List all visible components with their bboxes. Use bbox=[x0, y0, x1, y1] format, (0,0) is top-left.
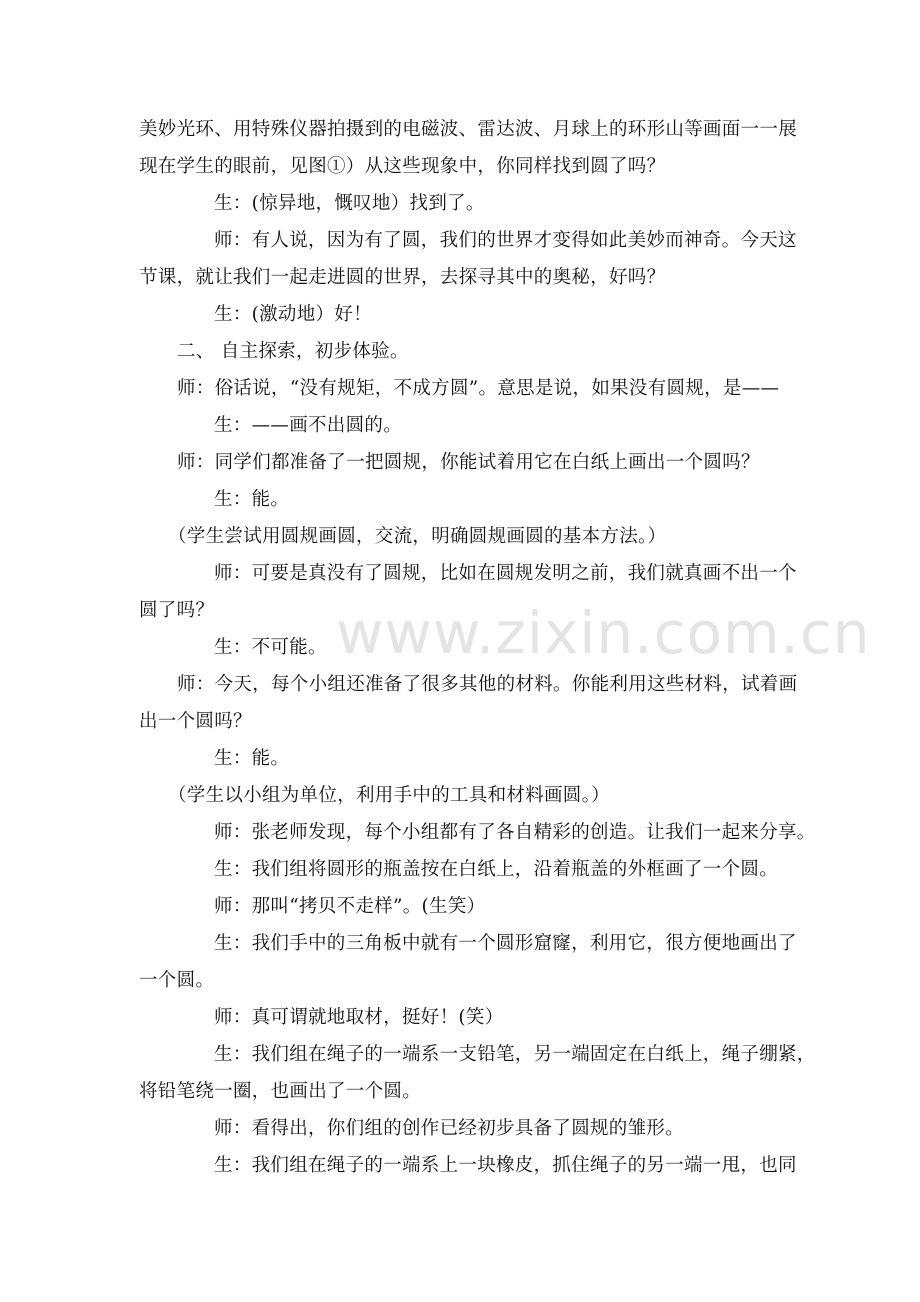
text-line: 将铅笔绕一圈，也画出了一个圆。 bbox=[139, 1081, 422, 1102]
text-line: 一个圆。 bbox=[139, 970, 215, 991]
text-line: 生：(惊异地，慨叹地）找到了。 bbox=[214, 193, 485, 214]
text-line: 师：可要是真没有了圆规，比如在圆规发明之前，我们就真画不出一个 bbox=[214, 563, 797, 584]
text-line: 师：今天，每个小组还准备了很多其他的材料。你能利用这些材料，试着画 bbox=[177, 674, 798, 695]
text-line: （学生以小组为单位，利用手中的工具和材料画圆。） bbox=[168, 785, 610, 806]
text-line: 生：不可能。 bbox=[214, 637, 327, 658]
text-line: 生：我们组在绳子的一端系上一块橡皮，抓住绳子的另一端一甩，也同 bbox=[214, 1155, 797, 1176]
section-heading: 二、 自主探索，初步体验。 bbox=[177, 341, 409, 362]
text-line: 生：——画不出圆的。 bbox=[214, 415, 403, 436]
text-line: 师：真可谓就地取材，挺好！(笑） bbox=[214, 1007, 504, 1028]
text-line: 生：我们手中的三角板中就有一个圆形窟窿，利用它，很方便地画出了 bbox=[214, 933, 797, 954]
text-line: 圆了吗？ bbox=[139, 600, 215, 621]
text-line: 生：我们组将圆形的瓶盖按在白纸上，沿着瓶盖的外框画了一个圆。 bbox=[214, 859, 779, 880]
text-line: 生：能。 bbox=[214, 489, 290, 510]
text-line: 生：能。 bbox=[214, 748, 290, 769]
text-line: 师：看得出，你们组的创作已经初步具备了圆规的雏形。 bbox=[214, 1118, 685, 1139]
text-line: 师：同学们都准备了一把圆规，你能试着用它在白纸上画出一个圆吗？ bbox=[177, 452, 760, 473]
text-line: 节课，就让我们一起走进圆的世界，去探寻其中的奥秘，好吗？ bbox=[139, 267, 666, 288]
text-line: 师：那叫“拷贝不走样”。(生笑） bbox=[214, 896, 486, 917]
text-line: 生：(激动地）好！ bbox=[214, 304, 372, 325]
text-line: （学生尝试用圆规画圆，交流，明确圆规画圆的基本方法。） bbox=[168, 526, 667, 547]
watermark: www.zixin.com.cn bbox=[336, 599, 871, 667]
text-line: 生：我们组在绳子的一端系一支铅笔，另一端固定在白纸上，绳子绷紧， bbox=[214, 1044, 816, 1065]
text-line: 出一个圆吗？ bbox=[139, 711, 252, 732]
text-line: 师：有人说，因为有了圆，我们的世界才变得如此美妙而神奇。今天这 bbox=[214, 230, 797, 251]
text-line: 师：张老师发现，每个小组都有了各自精彩的创造。让我们一起来分享。 bbox=[214, 822, 816, 843]
text-line: 现在学生的眼前，见图①）从这些现象中，你同样找到圆了吗？ bbox=[139, 156, 666, 177]
text-line: 美妙光环、用特殊仪器拍摄到的电磁波、雷达波、月球上的环形山等画面一一展 bbox=[139, 119, 798, 140]
text-line: 师：俗话说，“没有规矩，不成方圆”。意思是说，如果没有圆规，是—— bbox=[177, 378, 780, 399]
